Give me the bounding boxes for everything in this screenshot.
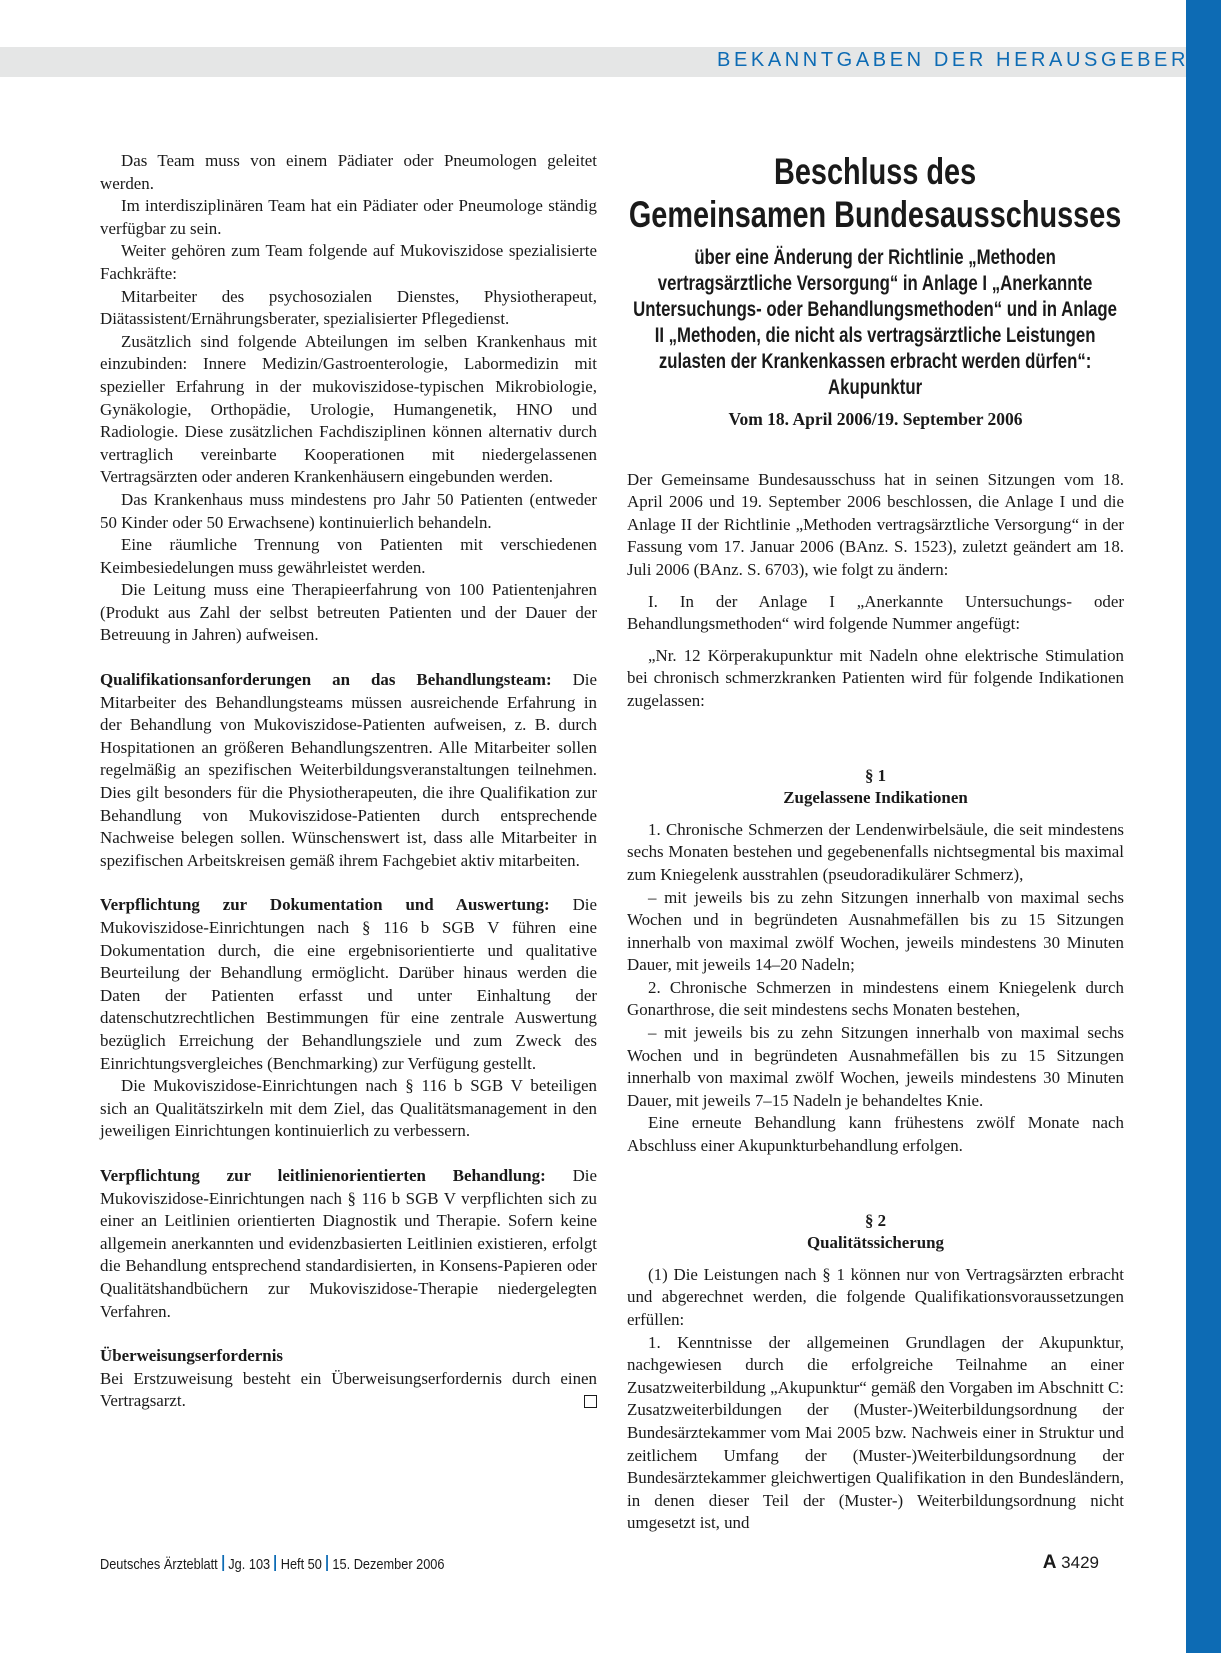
intro-paragraph: Das Team muss von einem Pädiater oder Pneumologen geleitet werden. (100, 151, 597, 193)
qualification-paragraph (100, 669, 597, 872)
article-subtitle: über eine Änderung der Richtlinie „Methoden vertragsärztliche Versorgung“ in Anlage I „Anerkannte Untersuchungs- oder Behandlungsmethoden“ und in Anlage II „Methoden, die nicht als vertragsärztliche Leistungen zulasten der Krankenkassen erbracht werden dürfen“: Akupunktur (633, 245, 1118, 399)
referral-paragraph (100, 1368, 597, 1413)
section-title: BEKANNTGABEN DER HERAUSGEBER (717, 49, 1189, 71)
qualification-heading: Qualifikationsanforderungen an das Behandlungsteam: (100, 670, 552, 690)
footer-journal: Deutsches Ärzteblatt (100, 1557, 218, 1573)
side-accent-bar (1186, 0, 1221, 1653)
footer-date: 15. Dezember 2006 (332, 1557, 445, 1573)
footer-separator (326, 1555, 328, 1571)
guideline-text: Die Mukoviszidose-Einrichtungen nach § 116 b SGB V verpflichten sich zu einer an Leitlinien orientierten Diagnostik und Therapie. Sofern keine allgemein anerkannten und evidenzbasierten Leitlinien existieren, erfolgt die Behandlung entsprechend standardisierten, in Konsens-Papieren oder Qualitätshandbüchern zur Mukoviszidose-Therapie niedergelegten Verfahren. (100, 1165, 597, 1321)
documentation-heading: Verpflichtung zur Dokumentation und Auswertung: (100, 895, 550, 915)
section-1-paragraph: Eine erneute Behandlung kann frühestens zwölf Monate nach Abschluss einer Akupunkturbehandlung erfolgen. (627, 1113, 1124, 1156)
page-prefix: A (1042, 1552, 1057, 1573)
article-title-line: Gemeinsamen Bundesausschusses (629, 194, 1122, 235)
left-column (100, 150, 597, 1413)
article-date: Vom 18. April 2006/19. September 2006 (728, 409, 1023, 429)
referral-text: Bei Erstzuweisung besteht ein Überweisungserfordernis durch einen Vertragsarzt. (100, 1368, 597, 1411)
intro-paragraph: Die Leitung muss eine Therapieerfahrung von 100 Patientenjahren (Produkt aus Zahl der selbst betreuten Patienten und der Dauer der Betreuung in Jahren) aufweisen. (100, 580, 597, 645)
intro-paragraph: Mitarbeiter des psychosozialen Dienstes, Physiotherapeut, Diätassistent/Ernährungsberater, spezialisierter Pflegedienst. (100, 286, 597, 329)
documentation-text: Die Mukoviszidose-Einrichtungen nach § 116 b SGB V führen eine Dokumentation durch, die eine ergebnisorientierte und qualitative Beurteilung der Behandlung ermöglicht. Darüber hinaus werden die Daten der Patienten erfasst und unter Einhaltung der datenschutzrechtlichen Bestimmungen für eine zentrale Auswertung bezüglich Erreichung der Behandlungsziele und zum Zweck des Einrichtungsvergleiches (Benchmarking) zur Verfügung gestellt. (100, 895, 597, 1073)
amendment-nr12: „Nr. 12 Körperakupunktur mit Nadeln ohne elektrische Stimulation bei chronisch schmerzkranken Patienten wird für folgende Indikationen zugelassen: (627, 645, 1124, 710)
section-1-symbol: § 1 (864, 765, 887, 785)
intro-paragraph: Eine räumliche Trennung von Patienten mit verschiedenen Keimbesiedelungen muss gewährleistet werden. (100, 535, 597, 577)
end-of-article-box (584, 1395, 597, 1408)
section-2-title: Qualitätssicherung (806, 1233, 944, 1253)
intro-paragraph: Zusätzlich sind folgende Abteilungen im selben Krankenhaus mit einzubinden: Innere Medizin/Gastroenterologie, Labormedizin mit spezieller Erfahrung in der mukoviszidose-typischen Mikrobiologie, Gynäkologie, Orthopädie, Urologie, Humangenetik, HNO und Radiologie. Diese zusätzlichen Fachdisziplinen können alternativ durch vertraglich vereinbarte Kooperationen mit niedergelassenen Vertragsärzten oder anderen Krankenhäusern eingebunden werden. (100, 331, 597, 487)
page-number (1043, 1552, 1099, 1574)
qualification-text: Die Mitarbeiter des Behandlungsteams müssen ausreichende Erfahrung in der Behandlung von Mukoviszidose-Patienten aufweisen, z. B. durch Hospitationen an größeren Behandlungszentren. Alle Mitarbeiter sollen regelmäßig an spezifischen Weiterbildungsveranstaltungen teilnehmen. Dies gilt besonders für die Physiotherapeuten, die ihre Qualifikation zur Behandlung von Mukoviszidose-Patienten durch entsprechende Nachweise belegen sollen. Wünschenswert ist, dass alle Mitarbeiter in spezifischen Arbeitskreisen gemäß ihrem Fachgebiet aktiv mitarbeiten. (100, 670, 597, 870)
quality-circle-paragraph: Die Mukoviszidose-Einrichtungen nach § 116 b SGB V beteiligen sich an Qualitätszirkeln mit dem Ziel, das Qualitätsmanagement in den jeweiligen Einrichtungen kontinuierlich zu verbessern. (100, 1076, 597, 1141)
section-1-paragraph: 1. Chronische Schmerzen der Lendenwirbelsäule, die seit mindestens sechs Monaten bestehen und gegebenenfalls nichtsegmental bis maximal zum Kniegelenk ausstrahlen (pseudoradikulärer Schmerz), (627, 819, 1124, 884)
section-1-paragraph: – mit jeweils bis zu zehn Sitzungen innerhalb von maximal sechs Wochen und in begründeten Ausnahmefällen bis zu 15 Sitzungen innerhalb von maximal zwölf Wochen, jeweils mindestens 30 Minuten Dauer, mit jeweils 14–20 Nadeln; (627, 887, 1124, 975)
section-1-title: Zugelassene Indikationen (783, 788, 968, 808)
section-2-symbol: § 2 (864, 1210, 887, 1230)
footer-citation (100, 1555, 445, 1573)
article-title-line: Beschluss des (774, 151, 977, 192)
intro-paragraph: Weiter gehören zum Team folgende auf Mukoviszidose spezialisierte Fachkräfte: (100, 241, 597, 283)
amendment-item-i: I. In der Anlage I „Anerkannte Untersuchungs- oder Behandlungsmethoden“ wird folgende Nummer angefügt: (627, 591, 1124, 634)
right-column (627, 150, 1124, 1535)
section-2-paragraph: (1) Die Leistungen nach § 1 können nur von Vertragsärzten erbracht und abgerechnet werden, die folgende Qualifikationsvoraussetzungen erfüllen: (627, 1264, 1124, 1329)
article-title (627, 150, 1123, 236)
resolution-intro: Der Gemeinsame Bundesausschuss hat in seinen Sitzungen vom 18. April 2006 und 19. September 2006 beschlossen, die Anlage I und die Anlage II der Richtlinie „Methoden vertragsärztliche Versorgung“ in der Fassung vom 17. Januar 2006 (BAnz. S. 1523), zuletzt geändert am 18. Juli 2006 (BAnz. S. 6703), wie folgt zu ändern: (627, 469, 1124, 579)
section-2-paragraph: 1. Kenntnisse der allgemeinen Grundlagen der Akupunktur, nachgewiesen durch die erfolgreiche Teilnahme an einer Zusatzweiterbildung „Akupunktur“ gemäß den Vorgaben im Abschnitt C: Zusatzweiterbildungen der (Muster-)Weiterbildungsordnung der Bundesärztekammer vom Mai 2005 bzw. Nachweis einer in Struktur und zeitlichem Umfang der (Muster-)Weiterbildungsordnung der Bundesärztekammer gleichwertigen Qualifikation in den Bundesländern, in denen dieser Teil der (Muster-) Weiterbildungsordnung nicht umgesetzt ist, und (627, 1332, 1124, 1533)
section-1-paragraph: 2. Chronische Schmerzen in mindestens einem Kniegelenk durch Gonarthrose, die seit mindestens sechs Monaten bestehen, (627, 977, 1124, 1020)
intro-paragraph: Im interdisziplinären Team hat ein Pädiater oder Pneumologe ständig verfügbar zu sein. (100, 196, 597, 238)
guideline-heading: Verpflichtung zur leitlinienorientierten Behandlung: (100, 1165, 546, 1185)
documentation-paragraph (100, 894, 597, 1075)
footer-separator (222, 1555, 224, 1571)
footer-volume: Jg. 103 (228, 1557, 271, 1573)
guideline-paragraph (100, 1165, 597, 1323)
intro-paragraph: Das Krankenhaus muss mindestens pro Jahr 50 Patienten (entweder 50 Kinder oder 50 Erwachsene) kontinuierlich behandeln. (100, 489, 597, 532)
footer-separator (275, 1555, 277, 1571)
page-number-value: 3429 (1061, 1553, 1099, 1572)
referral-heading: Überweisungserfordernis (100, 1346, 283, 1366)
footer-issue: Heft 50 (280, 1557, 322, 1573)
section-1-paragraph: – mit jeweils bis zu zehn Sitzungen innerhalb von maximal sechs Wochen und in begründeten Ausnahmefällen bis zu 15 Sitzungen innerhalb von maximal zwölf Wochen, jeweils mindestens 30 Minuten Dauer, mit jeweils 7–15 Nadeln je behandeltes Knie. (627, 1023, 1124, 1110)
